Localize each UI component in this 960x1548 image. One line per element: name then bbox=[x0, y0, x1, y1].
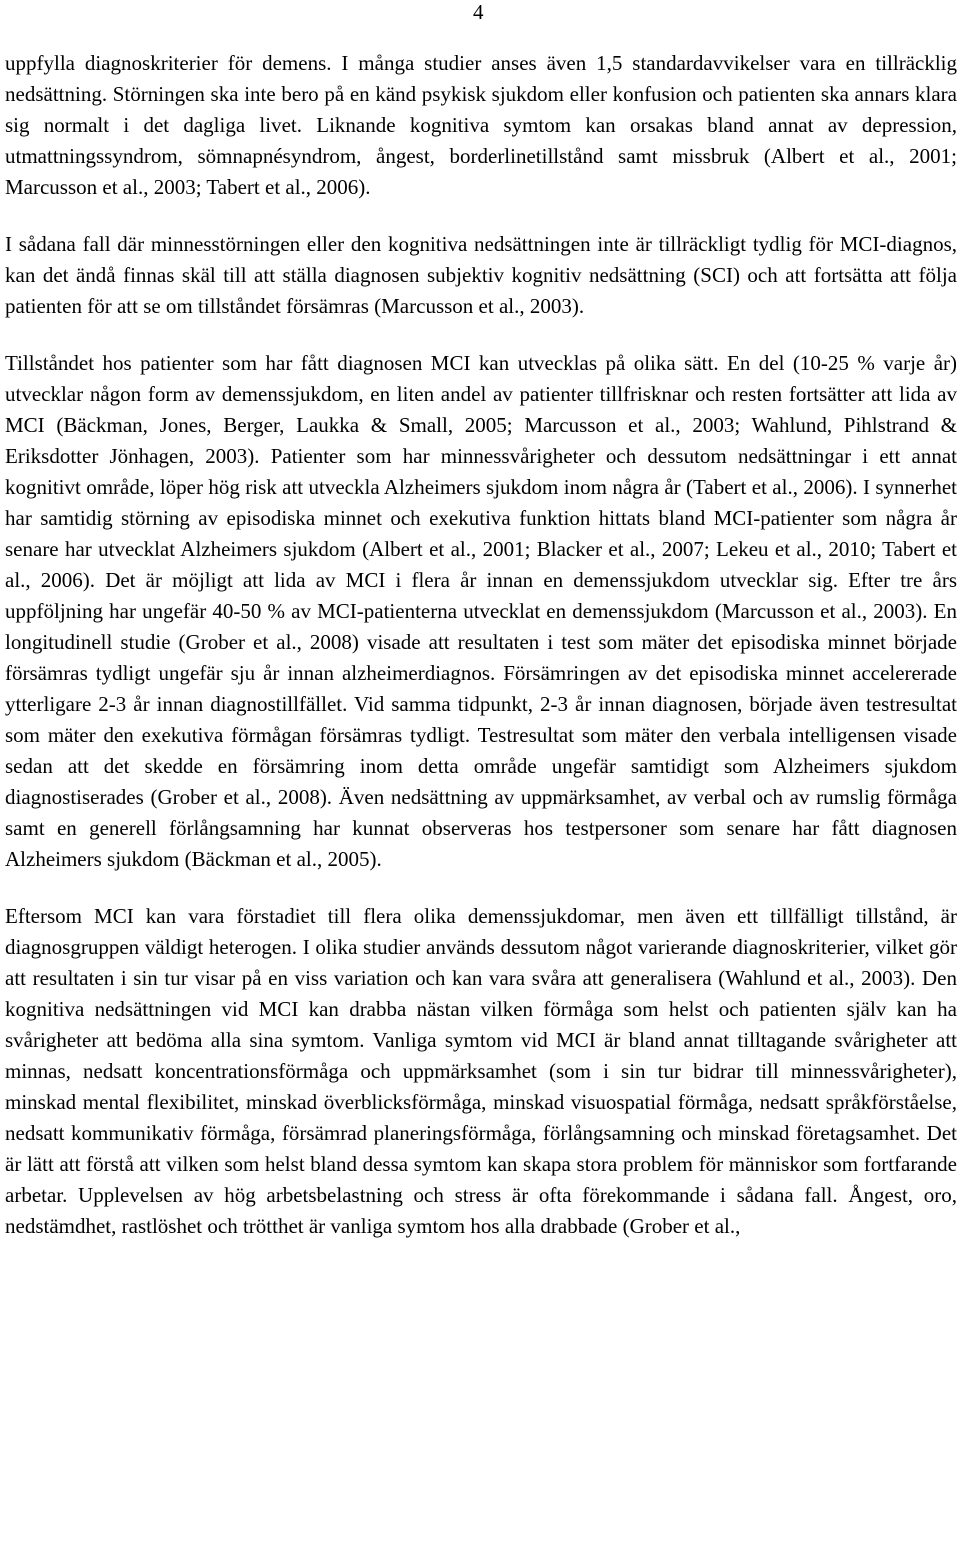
paragraph-diagnostic-criteria: uppfylla diagnoskriterier för demens. I många studier anses även 1,5 standardavvikelser vara en tillräcklig nedsättning. Störningen ska inte bero på en känd psykisk sjukdom eller konfusion och patienten ska annars klara sig normalt i det dagliga livet. Liknande kognitiva symtom kan orsakas bland annat av depression, utmattningssyndrom, sömnapnésyndrom, ångest, borderlinetillstånd samt missbruk (Albert et al., 2001; Marcusson et al., 2003; Tabert et al., 2006). bbox=[5, 51, 957, 199]
paragraph-mci-progression: Tillståndet hos patienter som har fått diagnosen MCI kan utvecklas på olika sätt. En del (10-25 % varje år) utvecklar någon form av demenssjukdom, en liten andel av patienter tillfrisknar och resten fortsätter att lida av MCI (Bäckman, Jones, Berger, Laukka & Small, 2005; Marcusson et al., 2003; Wahlund, Pihlstrand & Eriksdotter Jönhagen, 2003). Patienter som har minnessvårigheter och dessutom nedsättningar i ett annat kognitivt område, löper hög risk att utveckla Alzheimers sjukdom inom några år (Tabert et al., 2006). I synnerhet har samtidig störning av episodiska minnet och exekutiva funktion hittats bland MCI-patienter som några år senare har utvecklat Alzheimers sjukdom (Albert et al., 2001; Blacker et al., 2007; Lekeu et al., 2010; Tabert et al., 2006). Det är möjligt att lida av MCI i flera år innan en demenssjukdom utvecklar sig. Efter tre års uppföljning har ungefär 40-50 % av MCI-patienterna utvecklat en demenssjukdom (Marcusson et al., 2003). En longitudinell studie (Grober et al., 2008) visade att resultaten i test som mäter det episodiska minnet började försämras tydligt ungefär sju år innan alzheimerdiagnos. Försämringen av det episodiska minnet accelererade ytterligare 2-3 år innan diagnostillfället. Vid samma tidpunkt, 2-3 år innan diagnosen, började även testresultat som mäter den exekutiva förmågan försämras tydligt. Testresultat som mäter den verbala intelligensen visade sedan att det skedde en försämring inom detta område ungefär samtidigt som Alzheimers sjukdom diagnostiserades (Grober et al., 2008). Även nedsättning av uppmärksamhet, av verbal och av rumslig förmåga samt en generell förlångsamning har kunnat observeras hos testpersoner som senare har fått diagnosen Alzheimers sjukdom (Bäckman et al., 2005). bbox=[5, 351, 957, 871]
paragraph-sci: I sådana fall där minnesstörningen eller den kognitiva nedsättningen inte är tillräckligt tydlig för MCI-diagnos, kan det ändå finnas skäl till att ställa diagnosen subjektiv kognitiv nedsättning (SCI) och att fortsätta att följa patienten för att se om tillståndet försämras (Marcusson et al., 2003). bbox=[5, 232, 957, 318]
paragraph-mci-heterogeneity: Eftersom MCI kan vara förstadiet till flera olika demenssjukdomar, men även ett tillfälligt tillstånd, är diagnosgruppen väldigt heterogen. I olika studier används dessutom något varierande diagnoskriterier, vilket gör att resultaten i sin tur visar på en viss variation och kan vara svåra att generalisera (Wahlund et al., 2003). Den kognitiva nedsättningen vid MCI kan drabba nästan vilken förmåga som helst och patienten själv kan ha svårigheter att bedöma alla sina symtom. Vanliga symtom vid MCI är bland annat tilltagande svårigheter att minnas, nedsatt koncentrationsförmåga och uppmärksamhet (som i sin tur bidrar till minnessvårigheter), minskad mental flexibilitet, minskad överblicksförmåga, minskad visuospatial förmåga, nedsatt språkförståelse, nedsatt kommunikativ förmåga, försämrad planeringsförmåga, förlångsamning och minskad företagsamhet. Det är lätt att förstå att vilken som helst bland dessa symtom kan skapa stora problem för människor som fortfarande arbetar. Upplevelsen av hög arbetsbelastning och stress är ofta förekommande i sådana fall. Ångest, oro, nedstämdhet, rastlöshet och trötthet är vanliga symtom hos alla drabbade (Grober et al., bbox=[5, 904, 957, 1238]
body-text bbox=[5, 48, 957, 1268]
page-number: 4 bbox=[473, 0, 484, 24]
